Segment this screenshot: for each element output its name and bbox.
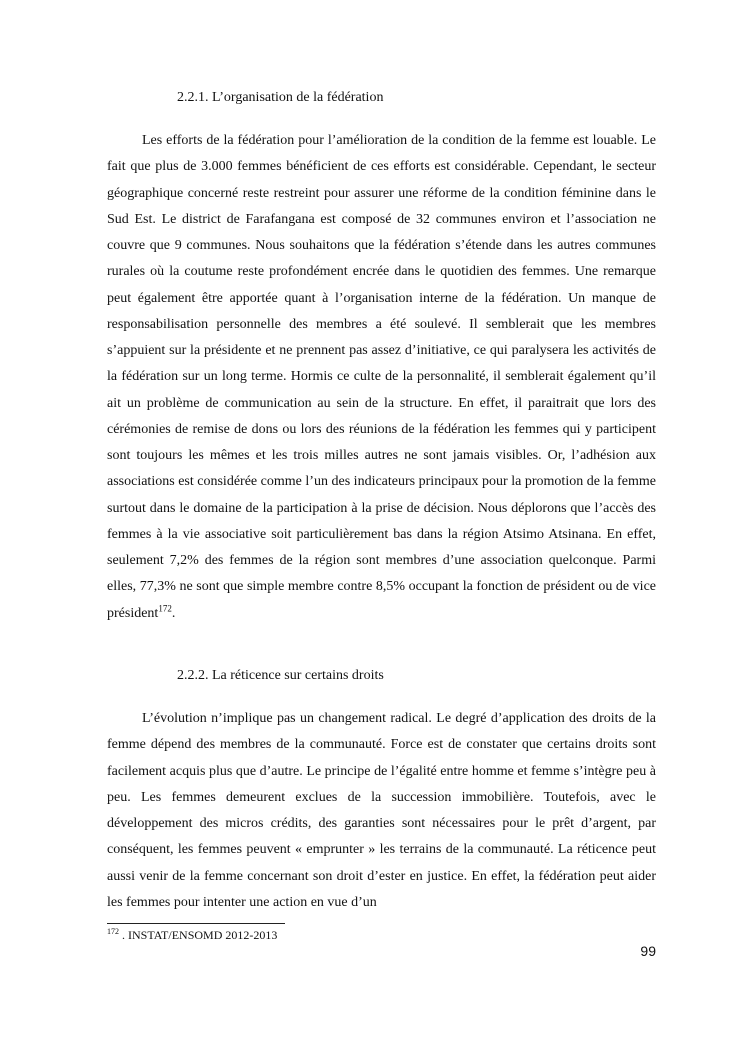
section-1-paragraph	[107, 128, 656, 627]
footnote-reference-172: 172	[158, 602, 172, 613]
footnote-number: 172	[107, 927, 119, 936]
section-1-paragraph-text: Les efforts de la fédération pour l’amélioration de la condition de la femme est louable. Le fait que plus de 3.000 femmes bénéficient de ces efforts est considérable. Cependant, le secteur géographique concerné reste restreint pour assurer une réforme de la condition féminine dans le Sud Est. Le district de Farafangana est composé de 32 communes environ et l’association ne couvre que 9 communes. Nous souhaitons que la fédération s’étende dans les autres communes rurales où la coutume reste profondément encrée dans le quotidien des femmes. Une remarque peut également être apportée quant à l’organisation interne de la fédération. Un manque de responsabilisation personnelle des membres a été soulevé. Il semblerait que les membres s’appuient sur la présidente et ne prennent pas assez d’initiative, ce qui paralysera les activités de la fédération sur un long terme. Hormis ce culte de la personnalité, il semblerait également qu’il ait un problème de communication au sein de la structure. En effet, il paraitrait que lors des cérémonies de remise de dons ou lors des réunions de la fédération les femmes qui y participent sont toujours les mêmes et les trois milles autres ne sont jamais visibles. Or, l’adhésion aux associations est considérée comme l’un des indicateurs principaux pour la promotion de la femme surtout dans le domaine de la participation à la prise de décision. Nous déplorons que l’accès des femmes à la vie associative soit particulièrement bas dans la région Atsimo Atsinana. En effet, seulement 7,2% des femmes de la région sont membres d’une association quelconque. Parmi elles, 77,3% ne sont que simple membre contre 8,5% occupant la fonction de président ou de vice président	[107, 133, 656, 621]
section-1-paragraph-end: .	[171, 605, 176, 621]
footnote-text: . INSTAT/ENSOMD 2012-2013	[119, 928, 278, 942]
page-number: 99	[640, 943, 656, 959]
section-2-paragraph-text: L’évolution n’implique pas un changement radical. Le degré d’application des droits de la femme dépend des membres de la communauté. Force est de constater que certains droits sont facilement acquis plus que d’autre. Le principe de l’égalité entre homme et femme s’intègre peu à peu. Les femmes demeurent exclues de la succession immobilière. Toutefois, avec le développement des micros crédits, des garanties sont nécessaires pour le prêt d’argent, par conséquent, les femmes peuvent « emprunter » les terrains de la communauté. La réticence peut aussi venir de la femme concernant son droit d’ester en justice. En effet, la fédération peut aider les femmes pour intenter une action en vue d’un	[107, 711, 656, 910]
section-heading-2-2-2: 2.2.2. La réticence sur certains droits	[177, 668, 384, 683]
footnote	[107, 927, 277, 943]
section-2-paragraph	[107, 706, 656, 916]
section-heading-2-2-1: 2.2.1. L’organisation de la fédération	[177, 90, 384, 105]
footnote-separator	[107, 923, 285, 924]
